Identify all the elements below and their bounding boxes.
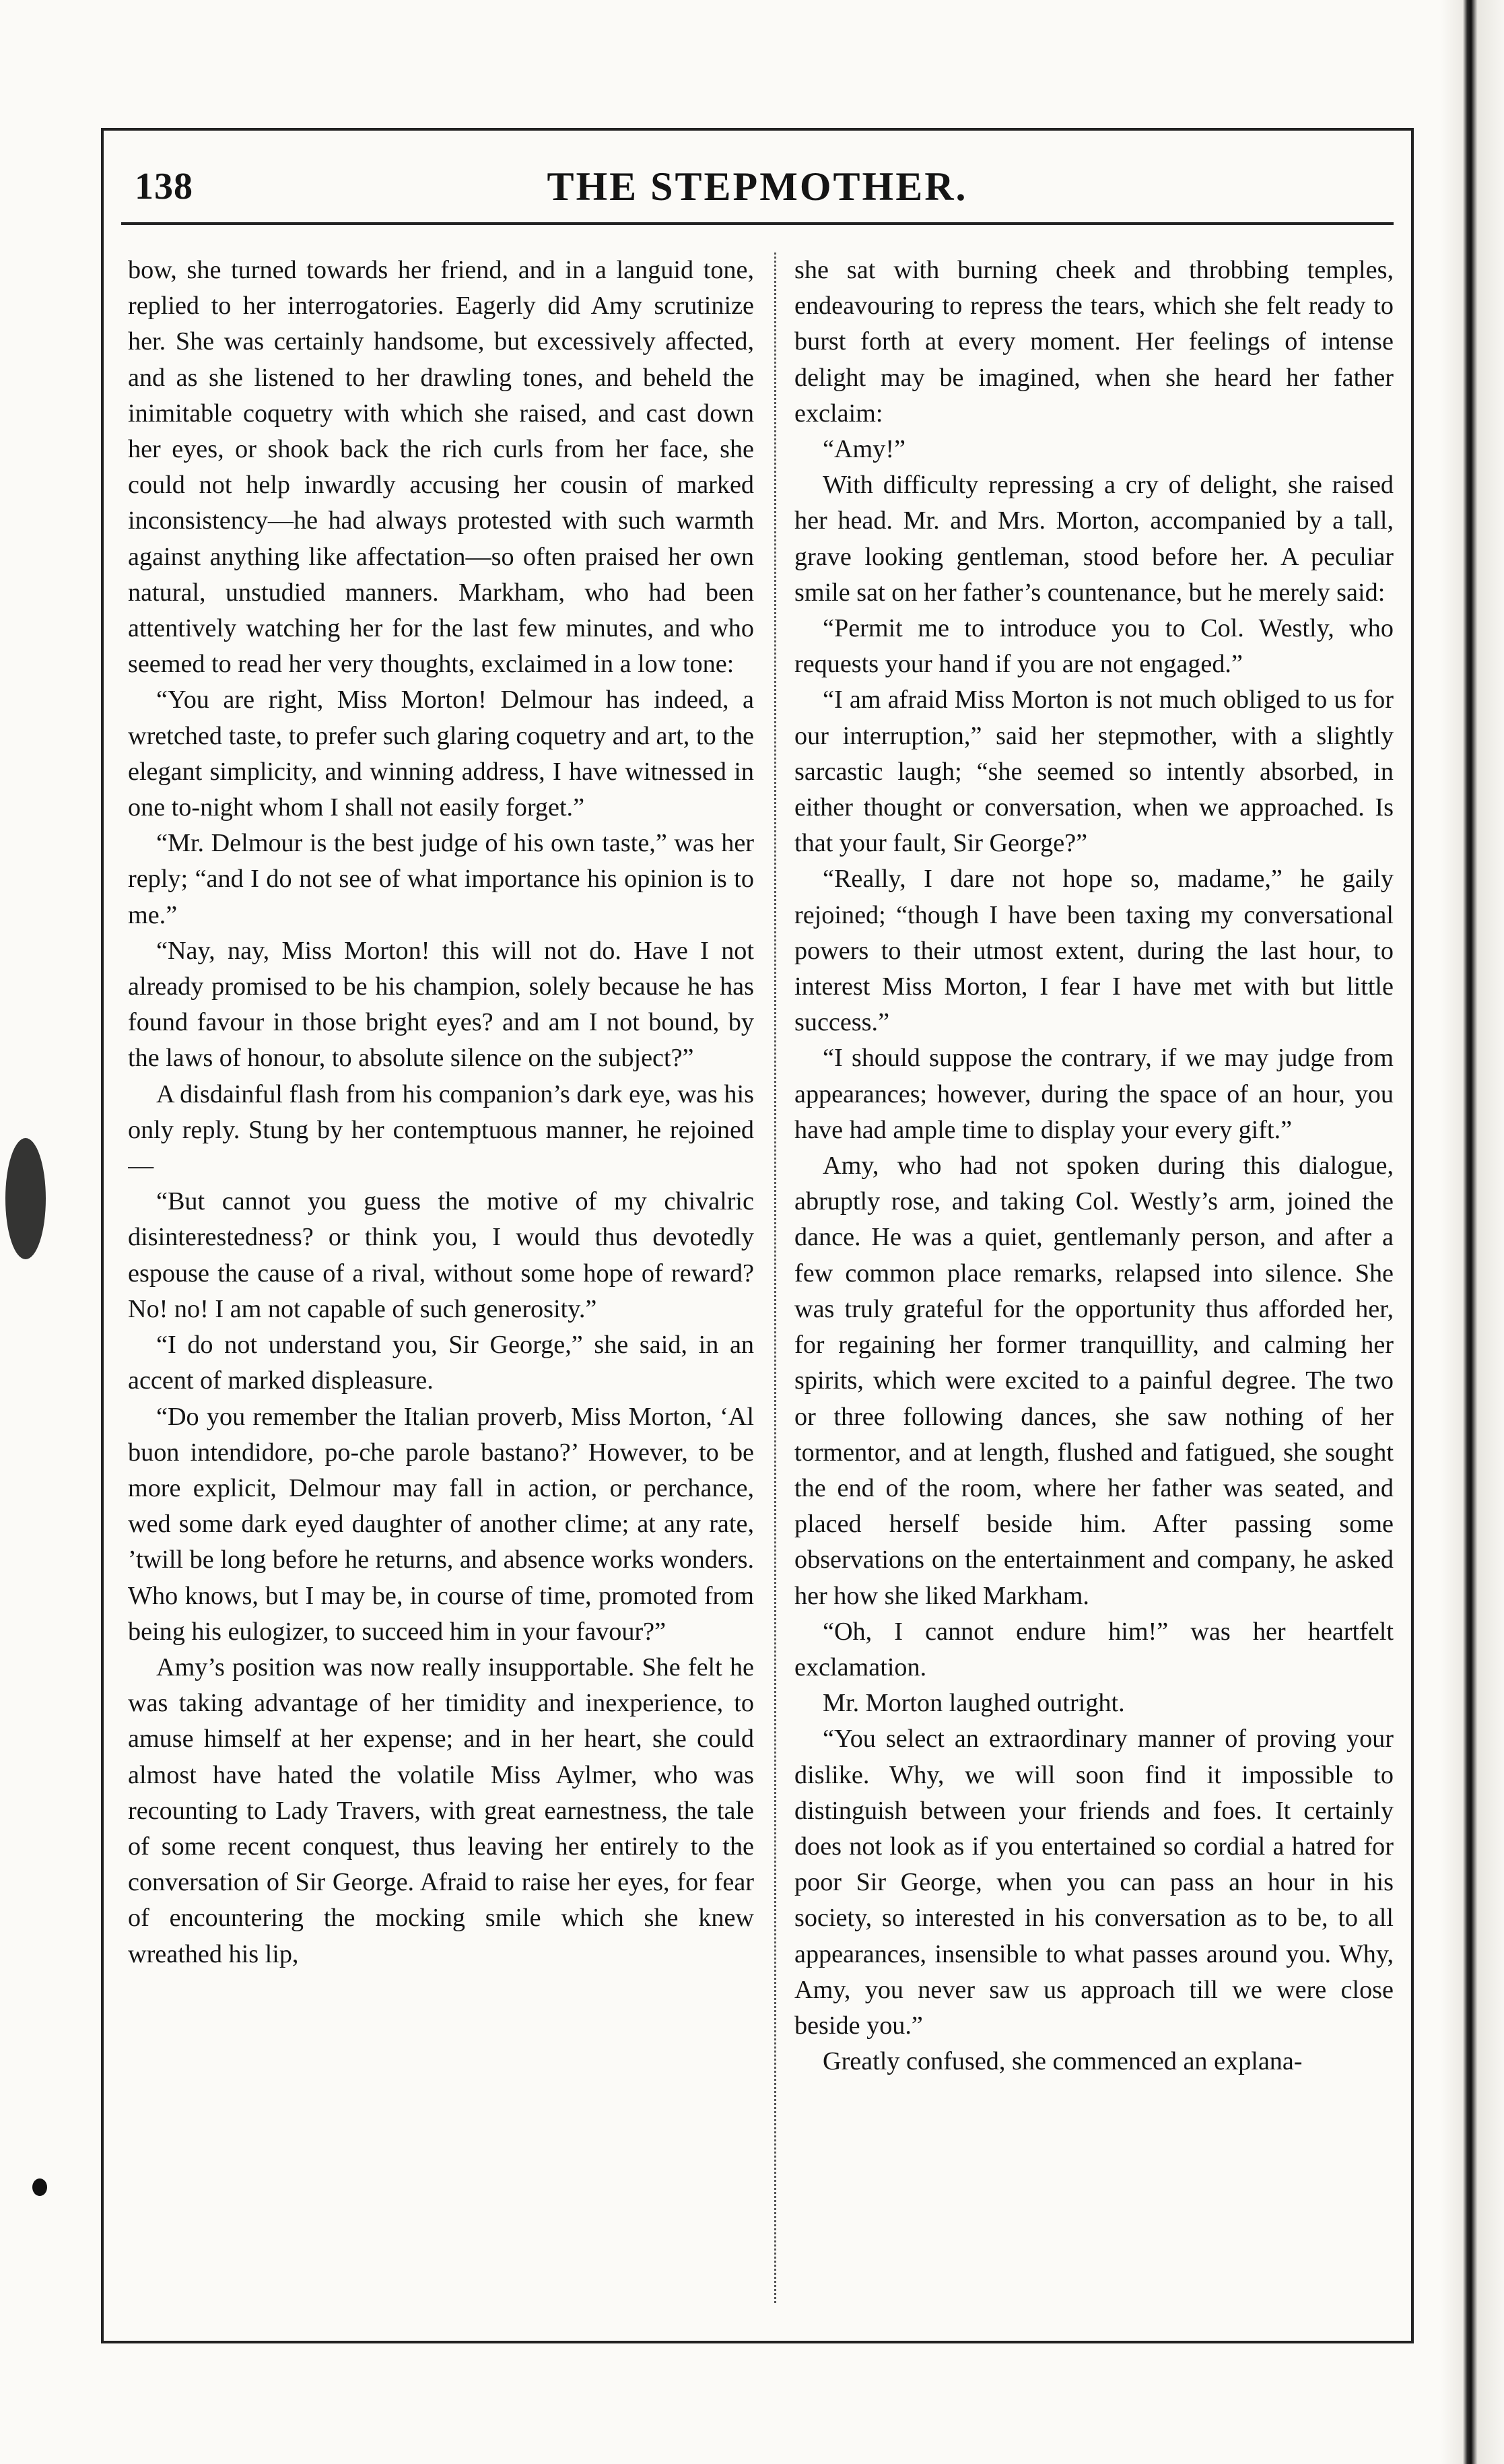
paragraph: Greatly confused, she commenced an explana- [823, 2047, 1303, 2076]
paragraph: “Permit me to introduce you to Col. Westly, who requests your hand if you are not engaged.” [794, 614, 1394, 679]
paragraph: “I do not understand you, Sir George,” she said, in an accent of marked displeasure. [128, 1331, 754, 1395]
paragraph: “You select an extraordinary manner of proving your dislike. Why, we will soon find it impossible to distinguish between your friends and foes. It certainly does not look as if you entertained so cordial a hatred for poor Sir George, when you can pass an hour in his society, so interested in his conversation as to be, to all appearances, insensible to what passes around you. Why, Amy, you never saw us approach till we were close beside you.” [794, 1725, 1394, 2040]
page-header [121, 158, 1394, 219]
paragraph: “Nay, nay, Miss Morton! this will not do. Have I not already promised to be his champion, solely because he has found favour in those bright eyes? and am I not bound, by the laws of honour, to absolute silence on the subject?” [128, 936, 754, 1073]
paragraph: Mr. Morton laughed outright. [823, 1689, 1125, 1718]
paragraph: “You are right, Miss Morton! Delmour has indeed, a wretched taste, to prefer such glaring coquetry and art, to the elegant simplicity, and winning address, I have witnessed in one to-night whom I shall not easily forget.” [128, 686, 754, 822]
left-text-column [128, 253, 754, 2303]
paragraph: bow, she turned towards her friend, and in a languid tone, replied to her interrogatories. Eagerly did Amy scrutinize her. She was certainly handsome, but excessively affected, and as she listened to her drawling tones, and beheld the inimitable coquetry with which she raised, and cast down her eyes, or shook back the rich curls from her face, she could not help inwardly accusing her cousin of marked inconsistency—he had always protested with such warmth against anything like affectation—so often praised her own natural, unstudied manners. Markham, who had been attentively watching her for the last few minutes, and who seemed to read her very thoughts, exclaimed in a low tone: [128, 256, 754, 679]
paragraph: “I should suppose the contrary, if we may judge from appearances; however, during the space of an hour, you have had ample time to display your every gift.” [794, 1044, 1394, 1144]
paragraph: “Really, I dare not hope so, madame,” he gaily rejoined; “though I have been taxing my conversational powers to their utmost extent, during the last hour, to interest Miss Morton, I fear I have met with but little success.” [794, 865, 1394, 1037]
ink-speck [32, 2178, 47, 2196]
paragraph: “But cannot you guess the motive of my chivalric disinterestedness? or think you, I would thus devotedly espouse the cause of a rival, without some hope of reward? No! no! I am not capable of such generosity.” [128, 1187, 754, 1323]
paragraph: Amy, who had not spoken during this dialogue, abruptly rose, and taking Col. Westly’s arm, joined the dance. He was a quiet, gentlemanly person, and after a few common place remarks, relapsed into silence. She was truly grateful for the opportunity thus afforded her, for regaining her former tranquillity, and calming her spirits, which were excited to a painful degree. The two or three following dances, she saw nothing of her tormentor, and at length, flushed and fatigued, she sought the end of the room, where her father was seated, and placed herself beside him. After passing some observations on the entertainment and company, he asked her how she liked Markham. [794, 1152, 1394, 1610]
paragraph: Amy’s position was now really insupportable. She felt he was taking advantage of her timidity and inexperience, to amuse himself at her expense; and in her heart, she could almost have hated the volatile Miss Aylmer, who was recounting to Lady Travers, with great earnestness, the tale of some recent conquest, thus leaving her entirely to the conversation of Sir George. Afraid to raise her eyes, for fear of encountering the mocking smile which she knew wreathed his lip, [128, 1653, 754, 1968]
paragraph: “Mr. Delmour is the best judge of his own taste,” was her reply; “and I do not see of what importance his opinion is to me.” [128, 829, 754, 929]
ink-blot [5, 1138, 46, 1259]
paragraph: A disdainful flash from his companion’s dark eye, was his only reply. Stung by her contemptuous manner, he rejoined— [128, 1079, 754, 1180]
book-gutter-edge [1441, 0, 1504, 2464]
paragraph: With difficulty repressing a cry of delight, she raised her head. Mr. and Mrs. Morton, accompanied by a tall, grave looking gentleman, stood before her. A peculiar smile sat on her father’s countenance, but he merely said: [794, 471, 1394, 607]
paragraph: “I am afraid Miss Morton is not much obliged to us for our interruption,” said her stepmother, with a slightly sarcastic laugh; “she seemed so intently absorbed, in either thought or conversation, when we approached. Is that your fault, Sir George?” [794, 686, 1394, 858]
right-text-column [794, 253, 1394, 2303]
column-divider [774, 253, 776, 2303]
running-title: THE STEPMOTHER. [547, 164, 968, 209]
header-rule [121, 222, 1394, 225]
paragraph: “Amy!” [823, 435, 905, 464]
paragraph: “Do you remember the Italian proverb, Miss Morton, ‘Al buon intendidore, po-che parole bastano?’ However, to be more explicit, Delmour may fall in action, or perchance, wed some dark eyed daughter of another clime; at any rate, ’twill be long before he returns, and absence works wonders. Who knows, but I may be, in course of time, promoted from being his eulogizer, to succeed him in your favour?” [128, 1402, 754, 1646]
page-number: 138 [135, 166, 193, 207]
paragraph: she sat with burning cheek and throbbing temples, endeavouring to repress the tears, which she felt ready to burst forth at every moment. Her feelings of intense delight may be imagined, when she heard her father exclaim: [794, 256, 1394, 428]
paragraph: “Oh, I cannot endure him!” was her heartfelt exclamation. [794, 1617, 1394, 1681]
